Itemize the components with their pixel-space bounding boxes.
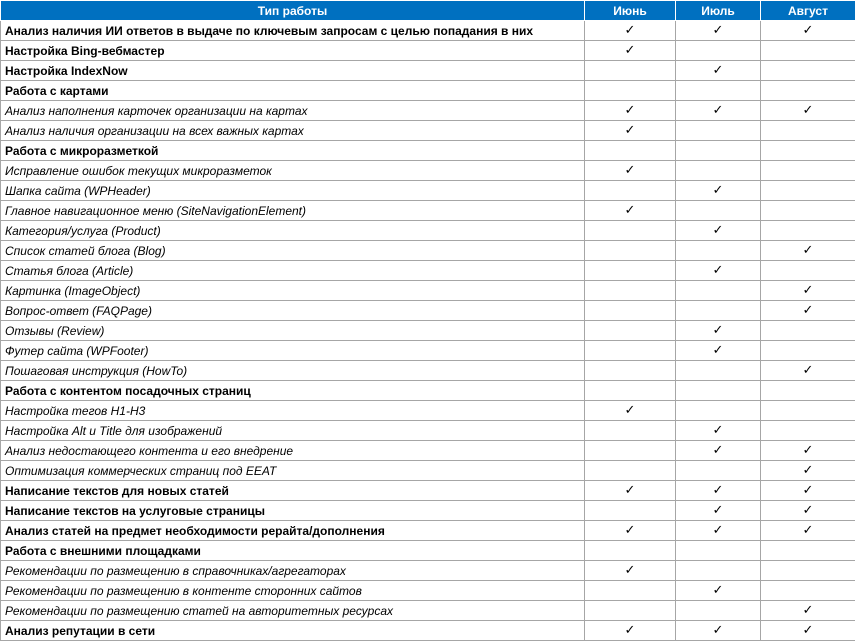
check-cell-jul[interactable] (676, 521, 761, 541)
check-cell-jun[interactable] (585, 441, 676, 461)
check-cell-jul[interactable] (676, 541, 761, 561)
table-row (1, 21, 855, 41)
task-cell[interactable]: Отзывы (Review) (1, 321, 585, 341)
task-cell[interactable]: Исправление ошибок текущих микроразметок (1, 161, 585, 181)
task-cell[interactable]: Работа с микроразметкой (1, 141, 585, 161)
table-row (1, 461, 855, 481)
table-row (1, 381, 855, 401)
checkmark-icon: ✓ (624, 403, 636, 418)
checkmark-icon: ✓ (802, 23, 814, 38)
table-row (1, 121, 855, 141)
checkmark-icon: ✓ (624, 163, 636, 178)
task-cell[interactable]: Список статей блога (Blog) (1, 241, 585, 261)
checkmark-icon: ✓ (712, 103, 724, 118)
checkmark-icon: ✓ (802, 283, 814, 298)
check-cell-aug[interactable] (761, 441, 855, 461)
check-cell-jun[interactable] (585, 181, 676, 201)
check-cell-jul[interactable] (676, 201, 761, 221)
check-cell-jul[interactable] (676, 341, 761, 361)
table-row (1, 361, 855, 381)
check-cell-aug[interactable] (761, 381, 855, 401)
task-cell[interactable]: Статья блога (Article) (1, 261, 585, 281)
task-cell[interactable]: Написание текстов на услуговые страницы (1, 501, 585, 521)
task-cell[interactable]: Работа с картами (1, 81, 585, 101)
checkmark-icon: ✓ (712, 63, 724, 78)
table-row (1, 221, 855, 241)
task-cell[interactable]: Анализ наличия ИИ ответов в выдаче по ключевым запросам с целью попадания в них (1, 21, 585, 41)
check-cell-jun[interactable] (585, 41, 676, 61)
check-cell-jul[interactable] (676, 501, 761, 521)
task-cell[interactable]: Написание текстов для новых статей (1, 481, 585, 501)
checkmark-icon: ✓ (802, 623, 814, 638)
table-row (1, 161, 855, 181)
check-cell-jun[interactable] (585, 61, 676, 81)
check-cell-jun[interactable] (585, 21, 676, 41)
check-cell-jun[interactable] (585, 501, 676, 521)
check-cell-jul[interactable] (676, 481, 761, 501)
check-cell-jun[interactable] (585, 521, 676, 541)
checkmark-icon: ✓ (712, 623, 724, 638)
task-cell[interactable]: Вопрос-ответ (FAQPage) (1, 301, 585, 321)
check-cell-jun[interactable] (585, 401, 676, 421)
table-row (1, 341, 855, 361)
check-cell-jun[interactable] (585, 161, 676, 181)
check-cell-jun[interactable] (585, 381, 676, 401)
check-cell-aug[interactable] (761, 161, 855, 181)
check-cell-jun[interactable] (585, 281, 676, 301)
check-cell-jul[interactable] (676, 561, 761, 581)
task-cell[interactable]: Анализ наполнения карточек организации на картах (1, 101, 585, 121)
table-row (1, 201, 855, 221)
task-cell[interactable]: Оптимизация коммерческих страниц под EEAT (1, 461, 585, 481)
check-cell-jul[interactable] (676, 601, 761, 621)
check-cell-jun[interactable] (585, 481, 676, 501)
check-cell-aug[interactable] (761, 321, 855, 341)
checkmark-icon: ✓ (712, 583, 724, 598)
table-row (1, 241, 855, 261)
checkmark-icon: ✓ (802, 443, 814, 458)
check-cell-jul[interactable] (676, 361, 761, 381)
checkmark-icon: ✓ (624, 623, 636, 638)
table-row (1, 41, 855, 61)
checkmark-icon: ✓ (802, 503, 814, 518)
check-cell-aug[interactable] (761, 601, 855, 621)
check-cell-jun[interactable] (585, 141, 676, 161)
check-cell-aug[interactable] (761, 61, 855, 81)
check-cell-jul[interactable] (676, 281, 761, 301)
table-row (1, 301, 855, 321)
task-cell[interactable]: Настройка IndexNow (1, 61, 585, 81)
check-cell-jun[interactable] (585, 301, 676, 321)
header-row (1, 1, 855, 21)
check-cell-jul[interactable] (676, 21, 761, 41)
checkmark-icon: ✓ (802, 463, 814, 478)
check-cell-jun[interactable] (585, 101, 676, 121)
checkmark-icon: ✓ (712, 503, 724, 518)
task-cell[interactable]: Работа с внешними площадками (1, 541, 585, 561)
checkmark-icon: ✓ (624, 43, 636, 58)
check-cell-jun[interactable] (585, 361, 676, 381)
check-cell-jul[interactable] (676, 441, 761, 461)
table-row (1, 101, 855, 121)
check-cell-jun[interactable] (585, 421, 676, 441)
check-cell-aug[interactable] (761, 121, 855, 141)
task-cell[interactable]: Настройка Alt и Title для изображений (1, 421, 585, 441)
check-cell-aug[interactable] (761, 541, 855, 561)
table-row (1, 181, 855, 201)
checkmark-icon: ✓ (802, 523, 814, 538)
checkmark-icon: ✓ (624, 563, 636, 578)
table-row (1, 421, 855, 441)
table-row (1, 261, 855, 281)
check-cell-aug[interactable] (761, 521, 855, 541)
check-cell-jun[interactable] (585, 121, 676, 141)
checkmark-icon: ✓ (624, 103, 636, 118)
check-cell-aug[interactable] (761, 141, 855, 161)
check-cell-aug[interactable] (761, 501, 855, 521)
check-cell-jul[interactable] (676, 41, 761, 61)
table-row (1, 441, 855, 461)
check-cell-aug[interactable] (761, 241, 855, 261)
task-cell[interactable]: Анализ наличия организации на всех важных картах (1, 121, 585, 141)
check-cell-jul[interactable] (676, 181, 761, 201)
task-cell[interactable]: Категория/услуга (Product) (1, 221, 585, 241)
table-row (1, 321, 855, 341)
check-cell-jun[interactable] (585, 201, 676, 221)
checkmark-icon: ✓ (802, 483, 814, 498)
table-row (1, 601, 855, 621)
check-cell-aug[interactable] (761, 261, 855, 281)
check-cell-jun[interactable] (585, 461, 676, 481)
table-row (1, 581, 855, 601)
check-cell-aug[interactable] (761, 21, 855, 41)
checkmark-icon: ✓ (802, 103, 814, 118)
task-cell[interactable]: Картинка (ImageObject) (1, 281, 585, 301)
check-cell-jul[interactable] (676, 461, 761, 481)
check-cell-aug[interactable] (761, 201, 855, 221)
check-cell-jul[interactable] (676, 61, 761, 81)
check-cell-aug[interactable] (761, 301, 855, 321)
checkmark-icon: ✓ (712, 23, 724, 38)
check-cell-jul[interactable] (676, 321, 761, 341)
table-row (1, 561, 855, 581)
checkmark-icon: ✓ (712, 523, 724, 538)
check-cell-jun[interactable] (585, 221, 676, 241)
check-cell-aug[interactable] (761, 101, 855, 121)
checkmark-icon: ✓ (712, 483, 724, 498)
check-cell-aug[interactable] (761, 621, 855, 641)
table-row (1, 281, 855, 301)
checkmark-icon: ✓ (712, 343, 724, 358)
task-cell[interactable]: Анализ недостающего контента и его внедрение (1, 441, 585, 461)
task-cell[interactable]: Настройка Bing-вебмастер (1, 41, 585, 61)
check-cell-jul[interactable] (676, 301, 761, 321)
checkmark-icon: ✓ (624, 23, 636, 38)
header-august[interactable]: Август (761, 1, 855, 21)
check-cell-aug[interactable] (761, 421, 855, 441)
table-row (1, 501, 855, 521)
check-cell-jul[interactable] (676, 81, 761, 101)
check-cell-jun[interactable] (585, 341, 676, 361)
check-cell-jun[interactable] (585, 561, 676, 581)
table-row (1, 61, 855, 81)
check-cell-aug[interactable] (761, 41, 855, 61)
checkmark-icon: ✓ (802, 243, 814, 258)
checkmark-icon: ✓ (802, 363, 814, 378)
task-cell[interactable]: Анализ репутации в сети (1, 621, 585, 641)
check-cell-jun[interactable] (585, 581, 676, 601)
task-cell[interactable]: Главное навигационное меню (SiteNavigationElement) (1, 201, 585, 221)
table-row (1, 521, 855, 541)
checkmark-icon: ✓ (624, 523, 636, 538)
table-row (1, 141, 855, 161)
check-cell-aug[interactable] (761, 81, 855, 101)
table-row (1, 401, 855, 421)
checkmark-icon: ✓ (624, 123, 636, 138)
check-cell-aug[interactable] (761, 581, 855, 601)
checkmark-icon: ✓ (624, 483, 636, 498)
check-cell-aug[interactable] (761, 481, 855, 501)
task-cell[interactable]: Пошаговая инструкция (HowTo) (1, 361, 585, 381)
header-work-type[interactable]: Тип работы (1, 1, 585, 21)
check-cell-jul[interactable] (676, 581, 761, 601)
check-cell-aug[interactable] (761, 341, 855, 361)
task-cell[interactable]: Рекомендации по размещению в справочниках/агрегаторах (1, 561, 585, 581)
table-row (1, 81, 855, 101)
checkmark-icon: ✓ (712, 183, 724, 198)
check-cell-jul[interactable] (676, 381, 761, 401)
check-cell-jun[interactable] (585, 541, 676, 561)
check-cell-jul[interactable] (676, 261, 761, 281)
checkmark-icon: ✓ (802, 603, 814, 618)
table-row (1, 541, 855, 561)
check-cell-aug[interactable] (761, 221, 855, 241)
header-june[interactable]: Июнь (585, 1, 676, 21)
check-cell-aug[interactable] (761, 401, 855, 421)
check-cell-aug[interactable] (761, 361, 855, 381)
check-cell-jul[interactable] (676, 401, 761, 421)
table-row (1, 621, 855, 641)
checkmark-icon: ✓ (712, 443, 724, 458)
checkmark-icon: ✓ (624, 203, 636, 218)
check-cell-aug[interactable] (761, 281, 855, 301)
task-cell[interactable]: Работа с контентом посадочных страниц (1, 381, 585, 401)
check-cell-jul[interactable] (676, 621, 761, 641)
check-cell-jun[interactable] (585, 81, 676, 101)
checkmark-icon: ✓ (802, 303, 814, 318)
check-cell-jun[interactable] (585, 241, 676, 261)
checkmark-icon: ✓ (712, 323, 724, 338)
check-cell-aug[interactable] (761, 561, 855, 581)
task-cell[interactable]: Настройка тегов H1-H3 (1, 401, 585, 421)
checkmark-icon: ✓ (712, 263, 724, 278)
task-cell[interactable]: Шапка сайта (WPHeader) (1, 181, 585, 201)
header-july[interactable]: Июль (676, 1, 761, 21)
task-cell[interactable]: Рекомендации по размещению статей на авторитетных ресурсах (1, 601, 585, 621)
task-cell[interactable]: Анализ статей на предмет необходимости рерайта/дополнения (1, 521, 585, 541)
check-cell-jul[interactable] (676, 141, 761, 161)
check-cell-jun[interactable] (585, 601, 676, 621)
check-cell-jul[interactable] (676, 241, 761, 261)
check-cell-jul[interactable] (676, 161, 761, 181)
check-cell-jun[interactable] (585, 321, 676, 341)
check-cell-aug[interactable] (761, 461, 855, 481)
check-cell-jun[interactable] (585, 261, 676, 281)
table-body (1, 21, 855, 641)
check-cell-aug[interactable] (761, 181, 855, 201)
checkmark-icon: ✓ (712, 423, 724, 438)
task-cell[interactable]: Рекомендации по размещению в контенте сторонних сайтов (1, 581, 585, 601)
check-cell-jun[interactable] (585, 621, 676, 641)
task-cell[interactable]: Футер сайта (WPFooter) (1, 341, 585, 361)
check-cell-jul[interactable] (676, 221, 761, 241)
check-cell-jul[interactable] (676, 101, 761, 121)
check-cell-jul[interactable] (676, 421, 761, 441)
check-cell-jul[interactable] (676, 121, 761, 141)
checkmark-icon: ✓ (712, 223, 724, 238)
table-row (1, 481, 855, 501)
